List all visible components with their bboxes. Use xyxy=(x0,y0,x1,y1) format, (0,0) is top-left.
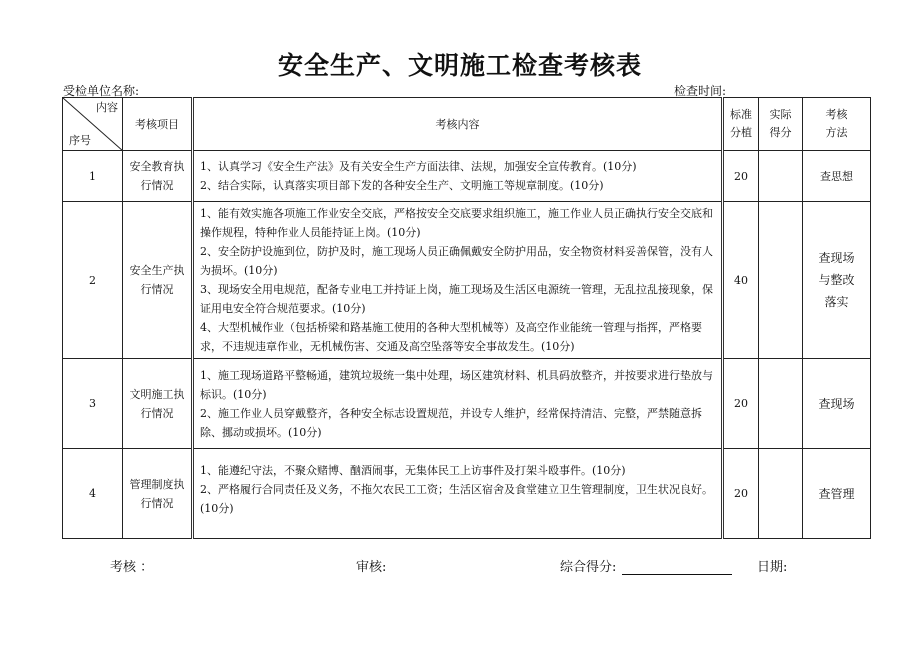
row-method: 查现场 xyxy=(803,359,871,449)
row-number: 4 xyxy=(63,449,123,539)
header-diagonal-cell xyxy=(63,98,123,151)
row-item-text: 安全教育执行情况 xyxy=(129,160,185,192)
row-item-text: 安全生产执行情况 xyxy=(129,264,185,296)
table-row xyxy=(63,449,871,539)
table-header-row xyxy=(63,98,871,151)
row-method: 查思想 xyxy=(803,151,871,202)
row-item-text: 管理制度执行情况 xyxy=(129,477,185,510)
row-number: 3 xyxy=(63,359,123,449)
row-actual xyxy=(759,202,803,359)
content-clause: 3、现场安全用电规范，配备专业电工并持证上岗，施工现场及生活区电源统一管理，无乱拉乱接现象，保证用电安全符合规范要求。(10分) xyxy=(200,283,713,315)
header-method-text: 考核方法 xyxy=(825,108,848,139)
header-standard-text: 标准分植 xyxy=(730,108,752,139)
row-standard: 20 xyxy=(723,151,759,202)
row-content xyxy=(193,359,723,449)
row-actual xyxy=(759,449,803,539)
row-content xyxy=(193,449,723,539)
header-actual-text: 实际得分 xyxy=(769,108,792,139)
row-item xyxy=(123,359,193,449)
content-clause: 2、严格履行合同责任及义务，不拖欠农民工工资；生活区宿舍及食堂建立卫生管理制度，卫生状况良好。(10分) xyxy=(200,483,713,515)
content-clause: 1、认真学习《安全生产法》及有关安全生产方面法律、法规，加强安全宣传教育。(10分) xyxy=(200,160,637,173)
page-title: 安全生产、文明施工检查考核表 xyxy=(277,51,642,80)
row-standard: 40 xyxy=(723,202,759,359)
reviewer-label: 考核 ： xyxy=(110,560,154,575)
row-content xyxy=(193,151,723,202)
row-number: 1 xyxy=(63,151,123,202)
content-clause: 4、大型机械作业（包括桥梁和路基施工使用的各种大型机械等）及高空作业能统一管理与指挥，严格要求，不违规违章作业，无机械伤害、交通及高空坠落等安全事故发生。(10分) xyxy=(200,321,702,353)
header-standard xyxy=(723,98,759,151)
table-row xyxy=(63,202,871,359)
content-clause: 2、安全防护设施到位，防护及时，施工现场人员正确佩戴安全防护用品，安全物资材料妥善保管，没有人为损坏。(10分) xyxy=(200,245,713,277)
total-score-label: 综合得分: xyxy=(560,560,617,575)
inspection-table xyxy=(62,97,871,539)
row-actual xyxy=(759,151,803,202)
header-content-label: 内容 xyxy=(96,101,118,114)
header-method xyxy=(803,98,871,151)
auditor-label: 审核: xyxy=(356,560,387,575)
row-item xyxy=(123,151,193,202)
header-item: 考核项目 xyxy=(123,98,193,151)
header-content: 考核内容 xyxy=(193,98,723,151)
total-score-blank-line[interactable] xyxy=(622,562,732,575)
date-label: 日期: xyxy=(757,560,788,575)
table-row xyxy=(63,151,871,202)
content-clause: 2、施工作业人员穿戴整齐，各种安全标志设置规范，并设专人维护，经常保持清洁、完整，严禁随意拆除、挪动或损坏。(10分) xyxy=(200,406,702,439)
row-item xyxy=(123,202,193,359)
row-number: 2 xyxy=(63,202,123,359)
row-item-text: 文明施工执行情况 xyxy=(129,387,185,420)
content-clause: 1、能有效实施各项施工作业安全交底，严格按安全交底要求组织施工，施工作业人员正确执行安全交底和操作规程，特种作业人员能持证上岗。(10分) xyxy=(200,207,713,239)
inspection-time-label: 检查时间: xyxy=(674,84,727,98)
table-row xyxy=(63,359,871,449)
content-clause: 2、结合实际，认真落实项目部下发的各种安全生产、文明施工等规章制度。(10分) xyxy=(200,179,604,192)
row-method-text: 查现场与整改落实 xyxy=(818,251,855,309)
header-number-label: 序号 xyxy=(69,134,91,147)
row-standard: 20 xyxy=(723,449,759,539)
row-content xyxy=(193,202,723,359)
row-actual xyxy=(759,359,803,449)
row-method: 查管理 xyxy=(803,449,871,539)
content-clause: 1、施工现场道路平整畅通，建筑垃圾统一集中处理，场区建筑材料、机具码放整齐，并按要求进行垫放与标识。(10分) xyxy=(200,368,713,401)
inspected-unit-label: 受检单位名称: xyxy=(63,84,140,98)
row-item xyxy=(123,449,193,539)
content-clause: 1、能遵纪守法，不聚众赌博、酗酒闹事，无集体民工上访事件及打架斗殴事件。(10分) xyxy=(200,464,626,477)
header-actual xyxy=(759,98,803,151)
row-standard: 20 xyxy=(723,359,759,449)
row-method xyxy=(803,202,871,359)
total-score-field xyxy=(560,556,732,575)
